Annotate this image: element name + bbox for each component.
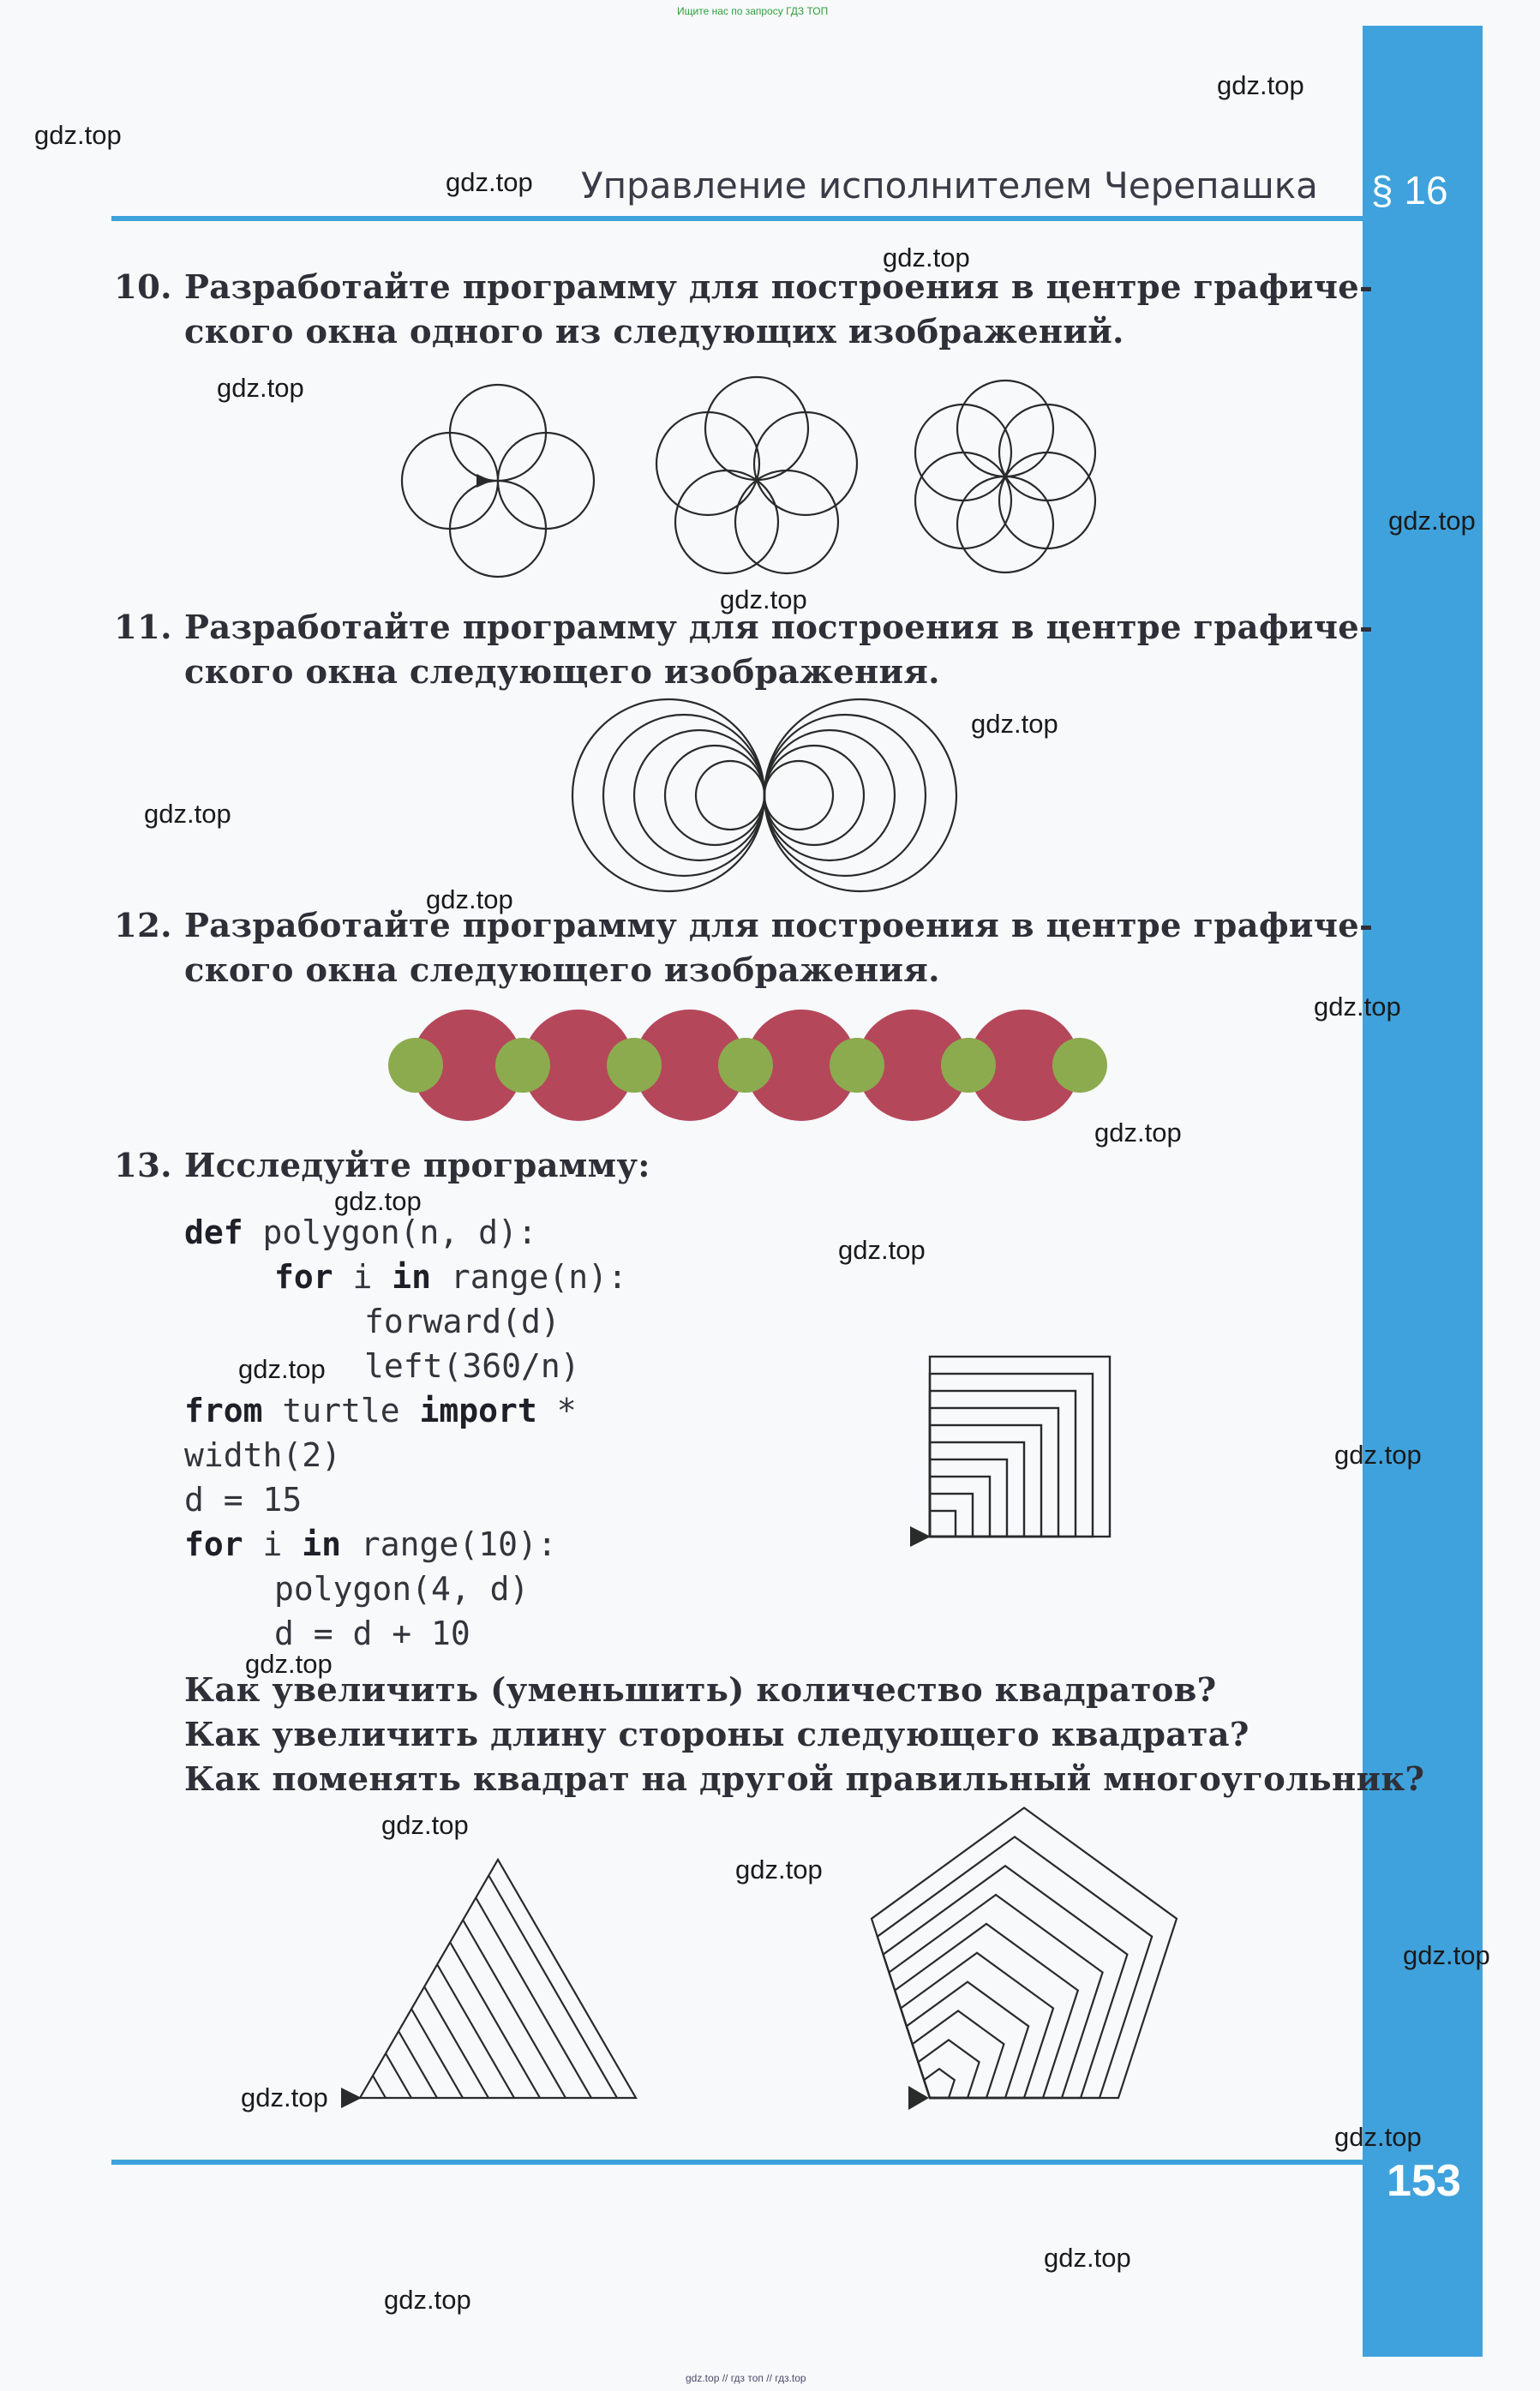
watermark: gdz.top xyxy=(720,584,807,614)
watermark: gdz.top xyxy=(446,167,533,197)
code-line: forward(d) xyxy=(364,1303,560,1340)
code-line: polygon(4, d) xyxy=(274,1570,530,1608)
code-text: range(n): xyxy=(431,1258,627,1296)
code-text: polygon(n, d): xyxy=(243,1213,537,1251)
turtle-arrow-icon xyxy=(908,2086,929,2110)
task-number: 13. xyxy=(114,1147,172,1185)
pentagon xyxy=(878,1837,1152,2098)
watermark: gdz.top xyxy=(1334,2122,1422,2152)
watermark: gdz.top xyxy=(426,884,513,914)
watermark: gdz.top xyxy=(1334,1440,1422,1470)
bottom-note: gdz.top // гдз топ // гдз.top xyxy=(686,2372,806,2384)
watermark: gdz.top xyxy=(1388,506,1476,536)
question: Как поменять квадрат на другой правильный многоугольник? xyxy=(184,1760,1425,1799)
task-number: 11. xyxy=(114,608,172,647)
task-text: Разработайте программу для построения в центре графиче- xyxy=(184,608,1374,647)
code-text: turtle xyxy=(262,1392,420,1429)
code-line: width(2) xyxy=(184,1436,342,1474)
task-number: 12. xyxy=(114,907,172,945)
watermark: gdz.top xyxy=(34,120,122,150)
task-text: ского окна следующего изображения. xyxy=(184,653,940,692)
watermark: gdz.top xyxy=(735,1855,823,1885)
code-line: left(360/n) xyxy=(364,1347,580,1385)
section-badge: § 16 xyxy=(1371,168,1448,213)
watermark: gdz.top xyxy=(1403,1940,1490,1970)
watermark: gdz.top xyxy=(838,1235,926,1265)
task-text: Разработайте программу для построения в центре графиче- xyxy=(184,907,1374,945)
watermark: gdz.top xyxy=(1314,992,1401,1022)
watermark: gdz.top xyxy=(971,709,1058,739)
question: Как увеличить (уменьшить) количество квадратов? xyxy=(184,1671,1217,1710)
code-text: * xyxy=(536,1392,577,1429)
code-line: d = d + 10 xyxy=(274,1615,470,1652)
code-text: i xyxy=(243,1525,303,1563)
task-number: 10. xyxy=(114,268,172,307)
keyword: for xyxy=(274,1258,333,1296)
watermark: gdz.top xyxy=(334,1186,422,1216)
watermark: gdz.top xyxy=(241,2082,328,2112)
keyword: in xyxy=(392,1258,432,1296)
task-text: Исследуйте программу: xyxy=(184,1147,650,1185)
keyword: def xyxy=(184,1213,243,1251)
code-text: i xyxy=(333,1258,392,1296)
watermark: gdz.top xyxy=(1217,70,1304,100)
watermark: gdz.top xyxy=(381,1810,469,1840)
keyword: import xyxy=(419,1392,537,1429)
keyword: in xyxy=(302,1525,342,1563)
watermark: gdz.top xyxy=(1044,2243,1131,2273)
page-header-title: Управление исполнителем Черепашка xyxy=(581,165,1318,207)
top-note: Ищите нас по запросу ГДЗ ТОП xyxy=(677,5,829,17)
task-text: ского окна одного из следующих изображений. xyxy=(184,313,1124,351)
watermark: gdz.top xyxy=(883,243,970,273)
watermark: gdz.top xyxy=(1094,1118,1182,1148)
keyword: for xyxy=(184,1525,243,1563)
code-text: range(10): xyxy=(341,1525,557,1563)
watermark: gdz.top xyxy=(238,1354,326,1384)
watermark: gdz.top xyxy=(217,373,304,403)
question: Как увеличить длину стороны следующего квадрата? xyxy=(184,1716,1249,1754)
page-number: 153 xyxy=(1387,2156,1461,2206)
task-text: Разработайте программу для построения в центре графиче- xyxy=(184,268,1374,307)
keyword: from xyxy=(184,1392,263,1429)
watermark: gdz.top xyxy=(245,1649,333,1679)
watermark: gdz.top xyxy=(144,799,231,829)
code-line: d = 15 xyxy=(184,1481,303,1519)
watermark: gdz.top xyxy=(384,2285,471,2315)
task-text: ского окна следующего изображения. xyxy=(184,951,940,990)
